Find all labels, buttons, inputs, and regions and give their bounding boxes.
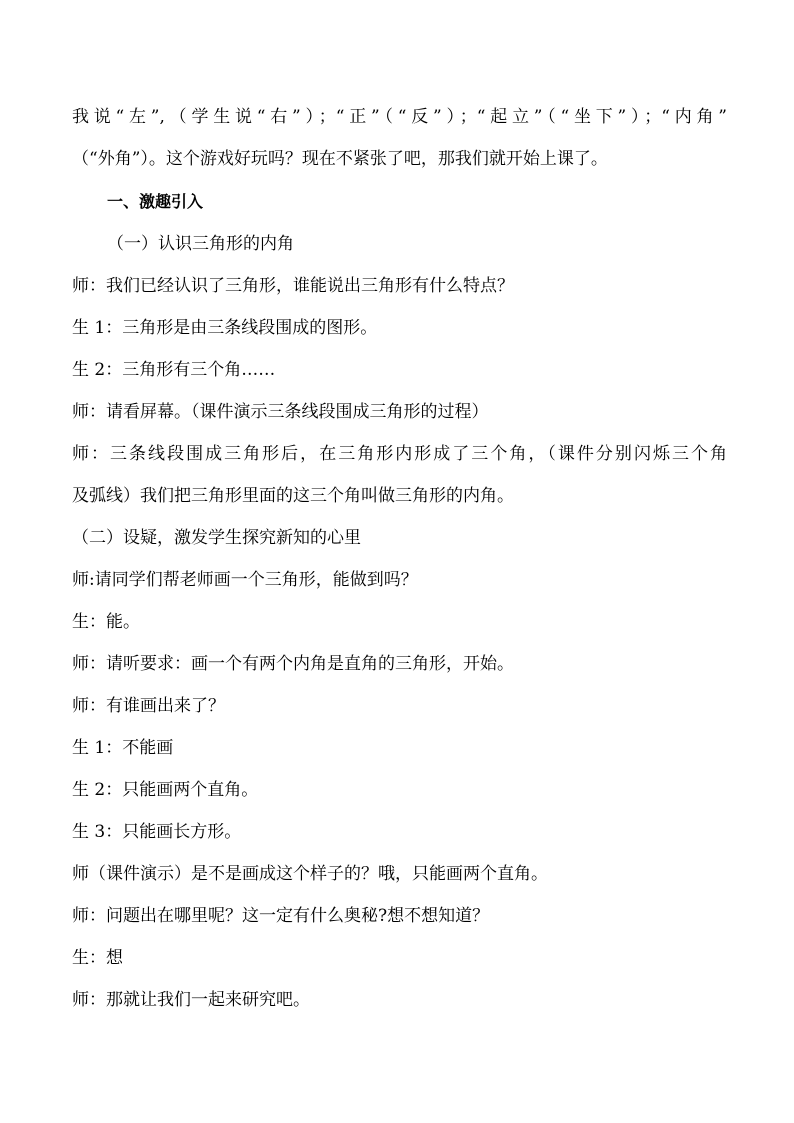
subsection-heading-1: （一）认识三角形的内角 xyxy=(107,234,294,254)
dialogue-line: 师：我们已经认识了三角形，谁能说出三角形有什么特点？ xyxy=(72,276,514,296)
paragraph-intro-line-1: 我说“左”,（学生说“右”）；“正”（“反”）；“起立”（“坐下”）；“内角” xyxy=(72,107,727,127)
dialogue-line: 生 2：三角形有三个角…… xyxy=(72,360,276,380)
dialogue-line: 生：能。 xyxy=(72,612,140,632)
dialogue-line: 师:请同学们帮老师画一个三角形，能做到吗？ xyxy=(72,570,418,590)
section-heading-1: 一、激趣引入 xyxy=(107,192,204,211)
dialogue-line: 生：想 xyxy=(72,948,123,968)
dialogue-line: 生 1：三角形是由三条线段围成的图形。 xyxy=(72,318,378,338)
dialogue-line: 师（课件演示）是不是画成这个样子的？哦，只能画两个直角。 xyxy=(72,864,548,884)
subsection-heading-2: （二）设疑，激发学生探究新知的心里 xyxy=(72,528,361,548)
dialogue-line: 师：那就让我们一起来研究吧。 xyxy=(72,990,310,1010)
dialogue-line: 生 3：只能画长方形。 xyxy=(72,822,242,842)
dialogue-line: 师：问题出在哪里呢？这一定有什么奥秘?想不想知道？ xyxy=(72,906,490,926)
dialogue-line: 师：请听要求：画一个有两个内角是直角的三角形，开始。 xyxy=(72,654,514,674)
dialogue-line: 生 1：不能画 xyxy=(72,738,174,758)
dialogue-line: 生 2：只能画两个直角。 xyxy=(72,780,259,800)
dialogue-line: 师：三条线段围成三角形后，在三角形内形成了三个角，（课件分别闪烁三个角 xyxy=(72,444,727,464)
dialogue-line: 师：请看屏幕。（课件演示三条线段围成三角形的过程） xyxy=(72,402,489,422)
dialogue-line-continuation: 及弧线）我们把三角形里面的这三个角叫做三角形的内角。 xyxy=(72,486,514,506)
dialogue-line: 师：有谁画出来了？ xyxy=(72,696,225,716)
paragraph-intro-line-2: （“外角”）。这个游戏好玩吗？现在不紧张了吧，那我们就开始上课了。 xyxy=(72,149,608,169)
